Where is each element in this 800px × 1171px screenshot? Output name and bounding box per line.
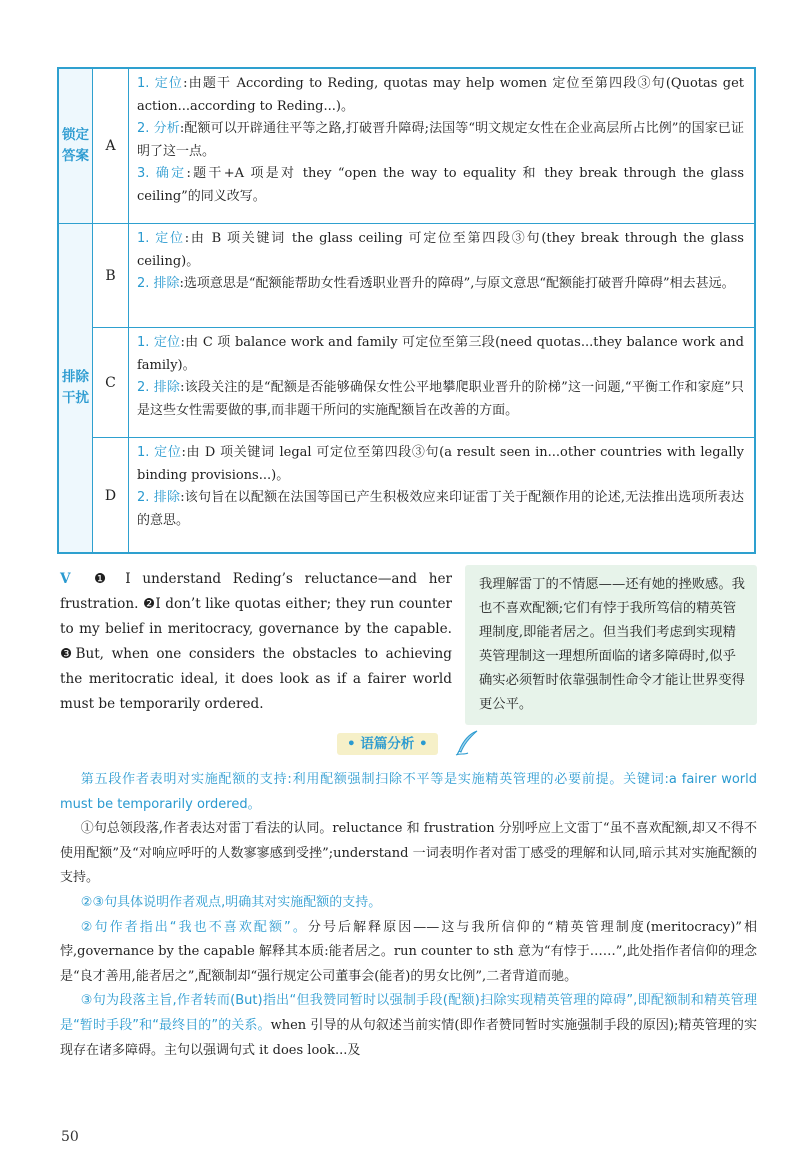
category-exclude-distractors: 排除干扰 bbox=[59, 223, 93, 552]
step-text: :题干+A 项是对 they “open the way to equality 和 they break through the glass ceiling”的同义改写。 bbox=[137, 166, 744, 204]
step-label: 1. 定位 bbox=[137, 445, 182, 460]
analysis-cell bbox=[129, 438, 754, 532]
analysis-cell bbox=[129, 69, 754, 208]
step-label: 3. 确定 bbox=[137, 166, 187, 181]
paragraph-number: V bbox=[60, 571, 71, 587]
analysis-highlight: ②句作者指出“我也不喜欢配额”。 bbox=[80, 919, 308, 935]
step-text: :配额可以开辟通往平等之路,打破晋升障碍;法国等“明文规定女性在企业高层所占比例”的国家已证明了这一点。 bbox=[137, 121, 744, 159]
sentence-1: I understand Reding’s reluctance—and her frustration. bbox=[60, 571, 452, 612]
analysis-cell bbox=[129, 224, 754, 296]
analysis-table bbox=[57, 67, 756, 554]
analysis-sentences-2-3: ②③句具体说明作者观点,明确其对实施配额的支持。 bbox=[80, 894, 382, 910]
analysis-cell bbox=[129, 328, 754, 422]
step-text: :由题干 According to Reding, quotas may help women 定位至第四段③句(Quotas get action...according to Reding...)。 bbox=[137, 76, 744, 114]
translation-box bbox=[465, 565, 757, 725]
table-row bbox=[93, 437, 754, 552]
discourse-analysis bbox=[60, 768, 757, 1063]
option-label: D bbox=[93, 438, 129, 553]
step-label: 2. 排除 bbox=[137, 276, 180, 291]
page-number: 50 bbox=[61, 1129, 79, 1145]
analysis-highlight: ③句为段落主旨,作者转而(But)指出“但我赞同暂时以强制手段(配额)扫除实现精英管理的障碍”,即配额制和精英管理是“暂时手段”和“最终目的”的关系。 bbox=[60, 993, 757, 1033]
category-lock-answer: 锁定答案 bbox=[59, 69, 93, 223]
step-text: :该句旨在以配额在法国等国已产生积极效应来印证雷丁关于配额作用的论述,无法推出选项所表达的意思。 bbox=[137, 490, 744, 528]
analysis-body: 分号后解释原因——这与我所信仰的“精英管理制度(meritocracy)”相悖,governance by the capable 解释其本质:能者居之。run counter to sth 意为“有悖于……”,此处指作者信仰的理念是“良才善用,能者居之”,配额制却“强行规定公司董事会(能者)的男女比例”,二者背道而驰。 bbox=[60, 919, 758, 984]
analysis-body: when 引导的从句叙述当前实情(即作者赞同暂时实施强制手段的原因);精英管理的实现存在诸多障碍。主句以强调句式 it does look...及 bbox=[60, 1017, 757, 1058]
option-label: A bbox=[93, 69, 129, 223]
step-label: 2. 排除 bbox=[137, 380, 181, 395]
analysis-sentence-3 bbox=[60, 989, 757, 1063]
step-label: 2. 分析 bbox=[137, 121, 180, 136]
option-label: B bbox=[93, 224, 129, 328]
passage-paragraph-5 bbox=[60, 567, 452, 717]
step-text: :由 B 项关键词 the glass ceiling 可定位至第四段③句(they break through the glass ceiling)。 bbox=[137, 231, 744, 269]
step-text: :该段关注的是“配额是否能够确保女性公平地攀爬职业晋升的阶梯”这一问题,“平衡工作和家庭”只是这些女性需要做的事,而非题干所问的实施配额旨在改善的方面。 bbox=[137, 380, 744, 418]
sentence-marker-1: ❶ bbox=[93, 571, 114, 587]
step-label: 1. 定位 bbox=[137, 76, 184, 91]
option-label: C bbox=[93, 328, 129, 438]
step-label: 1. 定位 bbox=[137, 335, 181, 350]
analysis-sentence-2 bbox=[60, 916, 757, 990]
sentence-marker-3: ❸ bbox=[60, 646, 76, 662]
quill-pen-icon bbox=[452, 728, 482, 758]
step-text: :由 D 项关键词 legal 可定位至第四段③句(a result seen in...other countries with legally binding provisions...)。 bbox=[137, 445, 744, 483]
section-title: • 语篇分析 • bbox=[337, 733, 438, 755]
table-row bbox=[93, 327, 754, 437]
step-text: :选项意思是“配额能帮助女性看透职业晋升的障碍”,与原文意思“配额能打破晋升障碍”相去甚远。 bbox=[179, 276, 735, 291]
sentence-marker-2: ❷ bbox=[142, 596, 156, 612]
analysis-sentence-1: ①句总领段落,作者表达对雷丁看法的认同。reluctance 和 frustration 分别呼应上文雷丁“虽不喜欢配额,却又不得不使用配额”及“对响应呼吁的人数寥寥感到受挫”;understand 一词表明作者对雷丁感受的理解和认同,暗示其对实施配额的支持。 bbox=[60, 821, 757, 886]
table-row bbox=[93, 223, 754, 327]
table-row bbox=[59, 69, 754, 223]
step-label: 1. 定位 bbox=[137, 231, 185, 246]
step-text: :由 C 项 balance work and family 可定位至第三段(need quotas...they balance work and family)。 bbox=[137, 335, 744, 373]
translation-text: 我理解雷丁的不情愿——还有她的挫败感。我也不喜欢配额;它们有悖于我所笃信的精英管理制度,即能者居之。但当我们考虑到实现精英管理制这一理想所面临的诸多障碍时,似乎确实必须暂时依靠强制性命令才能让世界变得更公平。 bbox=[479, 577, 745, 712]
sentence-3: But, when one considers the obstacles to achieving the meritocratic ideal, it does look as if a fairer world must be temporarily ordered. bbox=[60, 646, 453, 712]
sentence-2: I don’t like quotas either; they run counter to my belief in meritocracy, governance by the capable. bbox=[60, 596, 453, 637]
analysis-summary: 第五段作者表明对实施配额的支持:利用配额强制扫除不平等是实施精英管理的必要前提。关键词:a fairer world must be temporarily ordered。 bbox=[60, 772, 757, 812]
step-label: 2. 排除 bbox=[137, 490, 181, 505]
